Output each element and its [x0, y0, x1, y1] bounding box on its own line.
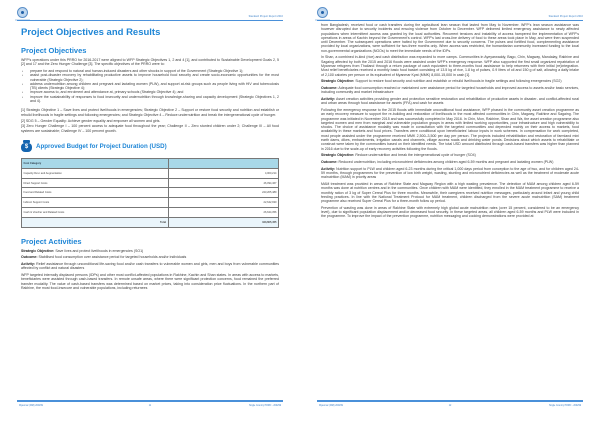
footer-divider	[317, 400, 583, 402]
cost-value: 26,624,356	[168, 208, 279, 218]
objectives-list	[21, 69, 279, 103]
body-paragraph: In Shan, a combined in-kind (rice) and cash distribution was expanded to more camps. Communities in Ayeyarwaddy, Bago, Chin, Magway, Mandalay, Rakhine and Sagaing affected by both the 2015 and 2016 floods were assisted under WFP's emergency response. WFP also supported the first small organized repatriation of Myanmar refugees from Thailand through a return package of cash equivalent to three-months food assistance to help returnees with their initial (re)integration. Most relief beneficiaries received a monthly basic food basket consisting of 13.5 kg of rice, 1.8 kg of pulses, 0.9 litres of oil and 150 g of salt, allowing a daily intake of 2,100 calories per person or its equivalent of Myanmar Kyat (MMK) 8,000-15,000 in cash [1].	[321, 55, 579, 77]
activities-paragraph: WFP targeted internally displaced persons (IDPs) and other most conflict-affected populations in Rakhine, Kachin and Shan states. In areas with access to markets, beneficiaries were assisted through cash-based transfers. In remote unsafe areas, where there were significant protection concerns, food remained the preferred transfer modality. The value of cash-based transfers was determined based on market prices, taking into consideration price fluctuations. In the northern part of Rakhine, the most food-insecure and vulnerable populations, including returnees	[21, 272, 279, 290]
activity: Activity: Nutrition support to PLW and children aged 6-23 months during the critical 1,000 days period from conception to the age of two, and for children aged 24-59 months, through programmes for the prevention of low birth weight, wasting, stunting and micronutrient deficiencies as well as the treatment of moderate acute malnutrition (MAM) in priority areas	[321, 166, 579, 180]
budget-table	[21, 158, 279, 228]
objective-item: • assist post-disaster recovery by rehabilitating productive assets to improve household food security and create socio-economic opportunities for the most vulnerable (Strategic Objective 2);	[21, 73, 279, 82]
activity: Activity: Relief assistance through unconditional life-saving food and/or cash transfers to vulnerable women and girls, men and boys from vulnerable communities affected by conflict and natural disasters	[21, 261, 279, 271]
footer-divider	[17, 400, 283, 402]
budget-title: Approved Budget for Project Duration (USD)	[36, 142, 167, 150]
cost-value: 4,000,214	[168, 168, 279, 178]
cost-value: 243,205,489	[168, 188, 279, 198]
left-content	[21, 24, 279, 293]
table-row	[22, 178, 279, 188]
total-label: Total	[22, 217, 169, 227]
footnote: [3] Zero Hunger Challenge I – 100 percent access to adequate food throughout the year; Challenge II – Zero stunted children under 2; Challenge III – All food systems are sustainable; Challenge IV – 100 percent growth.	[21, 124, 279, 133]
cost-category: Direct Support Costs	[22, 178, 169, 188]
footer-right: Single Country PRRO - 200299	[548, 405, 581, 407]
objectives-heading: Project Objectives	[21, 46, 87, 55]
body-paragraph: MAM treatment was provided in areas of Rakhine State and Magway Region with a high wasting prevalence. The detection of MAM among children aged 6-59 months was done at nutrition centres and in the communities. Once children with MAM were identified, they enrolled in the MAM treatment programme to receive a monthly ration of 3 kg of Super Cereal Plus for three months. Meanwhile, their caregivers received nutrition messages, particularly around infant and young child feeding practices. In line with the National Treatment Protocol for MAM treatment, children discharged from the severe acute malnutrition (SAM) treatment programme also received Super Cereal Plus for a three-month follow up period.	[321, 182, 579, 204]
right-content	[321, 23, 579, 221]
table-total-row	[22, 217, 279, 227]
footnotes	[21, 108, 279, 133]
page-title: Project Objectives and Results	[21, 27, 161, 38]
table-row	[22, 198, 279, 208]
table-row	[22, 188, 279, 198]
body-paragraph: from Bangladesh, received food or cash transfers during the agricultural lean season that lasted from May to November. WFP's lean season assistance was however disrupted due to security incidents and ensuing violence from October to December. WFP delivered limited emergency assistance to newly affected populations when intermittent access was granted by the local authorities. Recurrent tensions and instability of access hampered the implementation of WFP's operations in areas of Kachin beyond the Government's control. WFP's last cross-line delivery of food to these areas took place in May, and were then suspended until December. The subsequent operations were halted by the Government due to security concerns. The pulses and fortified food, complementing assistance provided by local organizations, were sufficient for two-three months only. When access was restricted, the humanitarian community increased funding to the local non-governmental organizations (NGOs) to meet the immediate needs of the IDPs.	[321, 23, 579, 53]
cost-value: 22,642,930	[168, 198, 279, 208]
outcome: Outcome: Stabilised food consumption over assistance period for targeted households and/or individuals	[21, 255, 187, 260]
cost-category: Food and Related Costs	[22, 188, 169, 198]
right-page	[300, 0, 600, 424]
cost-category: Indirect Support Costs	[22, 198, 169, 208]
body-paragraph: Following the emergency response to the 2015 floods with immediate unconditional food assistance, WFP phased in the community asset creation programme as an early recovery measure to support the re-building and restoration of livelihoods in the most affected communities in Chin, Magway, Rakhine and Sagaing. The programme was initiated in November 2015 and was successfully completed in May 2016. In Chin, Mon, Rakhine, Shan and Wa, the asset creation programme also targeted women and men from marginal and vulnerable population groups in areas with limited working opportunities, poor infrastructure and high vulnerability to shocks. The choice of assistance modality was made in consultation with the targeted communities and depended mainly on their access to markets, food availability in these markets and food prices. Transfers were conditional upon beneficiaries' labour inputs in work schemes. In compensation for work completed, most people assisted under the programme received MMK 2,500–3,500 per day per person. The projects included rehabilitation and restoration of farmland mini earth dams, dikes, embankments, irrigation canals and channels, village access roads and drinking water ponds. Decisions about which assets to rehabilitate or construct were taken by the communities based on their identified needs. The total USD amount distributed through cash-based transfers was higher than planned in 2016 due to the scale-up of early recovery activities following the floods.	[321, 108, 579, 151]
header-divider	[317, 20, 583, 21]
header-report-title: Standard Project Report 2016	[548, 15, 583, 18]
cost-category: Cash & Voucher and Related Costs	[22, 208, 169, 218]
table-row	[22, 168, 279, 178]
objective-item: • improve the sustainability of responses to food insecurity and undernutrition through knowledge-sharing and capacity development (Strategic Objectives 1, 2 and 4).	[21, 95, 279, 104]
table-row	[22, 208, 279, 218]
footer-left: Myanmar (MM) 200299	[19, 405, 43, 407]
body-paragraph: Prevention of wasting was done in areas of Rakhine State with extremely high global acute malnutrition rates (over 15 percent, considered to be an emergency level), due to significant population displacement and/or decreased food security. In these targeted areas, all children aged 6-59 months and PLW were included in the programme. To improve the impact of the prevention programme, nutrition messaging and cooking demonstrations were provided at	[321, 205, 579, 219]
cost-category: Capacity Dev.t and Augmentation	[22, 168, 169, 178]
objective-item: • address undernutrition among children and pregnant and lactating women (PLW), and support at-risk groups such as people living with HIV and tuberculosis (TB) clients (Strategic Objective 4);	[21, 82, 279, 91]
footer	[17, 405, 283, 409]
budget-heading	[21, 139, 279, 153]
footer-left: Myanmar (MM) 200299	[319, 405, 343, 407]
footnote: [1] Strategic Objective 1 – Save lives and protect livelihoods in emergencies; Strategic Objective 2 – Support or restore food security and nutrition and establish or rebuild livelihoods in fragile settings and following emergencies; and Strategic Objective 4 – Reduce undernutrition and break the intergenerational cycle of hunger.	[21, 108, 279, 117]
total-value: 343,605,455	[168, 217, 279, 227]
objective-item: • improve access to, and enrolment and attendance at, primary schools (Strategic Objective 4); and	[21, 90, 279, 94]
outcome: Outcome: Adequate food consumption reached or maintained over assistance period for targeted households and improved access to assets and/or basic services, including community and market infrastructure	[321, 86, 579, 95]
header-report-title: Standard Project Report 2016	[248, 15, 283, 18]
strategic-objective: Strategic Objective: Reduce undernutrition and break the intergenerational cycle of hunger (SO4)	[321, 153, 476, 158]
wfp-logo-icon	[317, 7, 328, 18]
outcome: Outcome: Reduced undernutrition, including micronutrient deficiencies among children aged 6-59 months and pregnant and lactating women (PLW)	[321, 160, 554, 165]
page-number: 11	[148, 405, 152, 407]
wfp-logo-icon	[17, 7, 28, 18]
footnote: [2] SDG 5 – Gender Equality: Achieve gender equality and empower all women and girls.	[21, 118, 161, 123]
header-divider	[17, 20, 283, 21]
page-number: 12	[448, 405, 452, 407]
money-bag-icon: $	[21, 140, 32, 152]
activity: Activity: Asset creation activities providing gender and protection sensitive restoration and rehabilitation of productive assets in disaster- and conflict-affected rural and urban areas through food assistance for assets (FFA) and cash for assets	[321, 97, 579, 106]
strategic-objective: Strategic Objective: Support to restore food security and nutrition and establish or rebuild livelihoods in fragile settings and following emergencies (SO2)	[321, 79, 562, 84]
footer	[317, 405, 583, 409]
activities-heading: Project Activities	[21, 236, 82, 246]
objectives-intro: WFP's operations under this PRRO for 2016-2017 were aligned to WFP Strategic Objectives 1, 2 and 4 [1], and contributed to Sustainable Development Goals 2, 5 [2] and 17 and the Zero Hunger Challenge [3]. The specific objectives of the PRRO were to:	[21, 58, 279, 67]
column-header	[168, 159, 279, 169]
strategic-objective: Strategic Objective: Save lives and protect livelihoods in emergencies (SO1)	[21, 248, 144, 253]
objective-item: • prepare for and respond to natural and human-induced disasters and other shocks in support of the Government (Strategic Objective 1);	[21, 69, 279, 73]
cost-value: 46,094,467	[168, 178, 279, 188]
column-header: Cost Category	[22, 159, 169, 169]
footer-right: Single Country PRRO - 200299	[248, 405, 281, 407]
table-header-row	[22, 159, 279, 169]
